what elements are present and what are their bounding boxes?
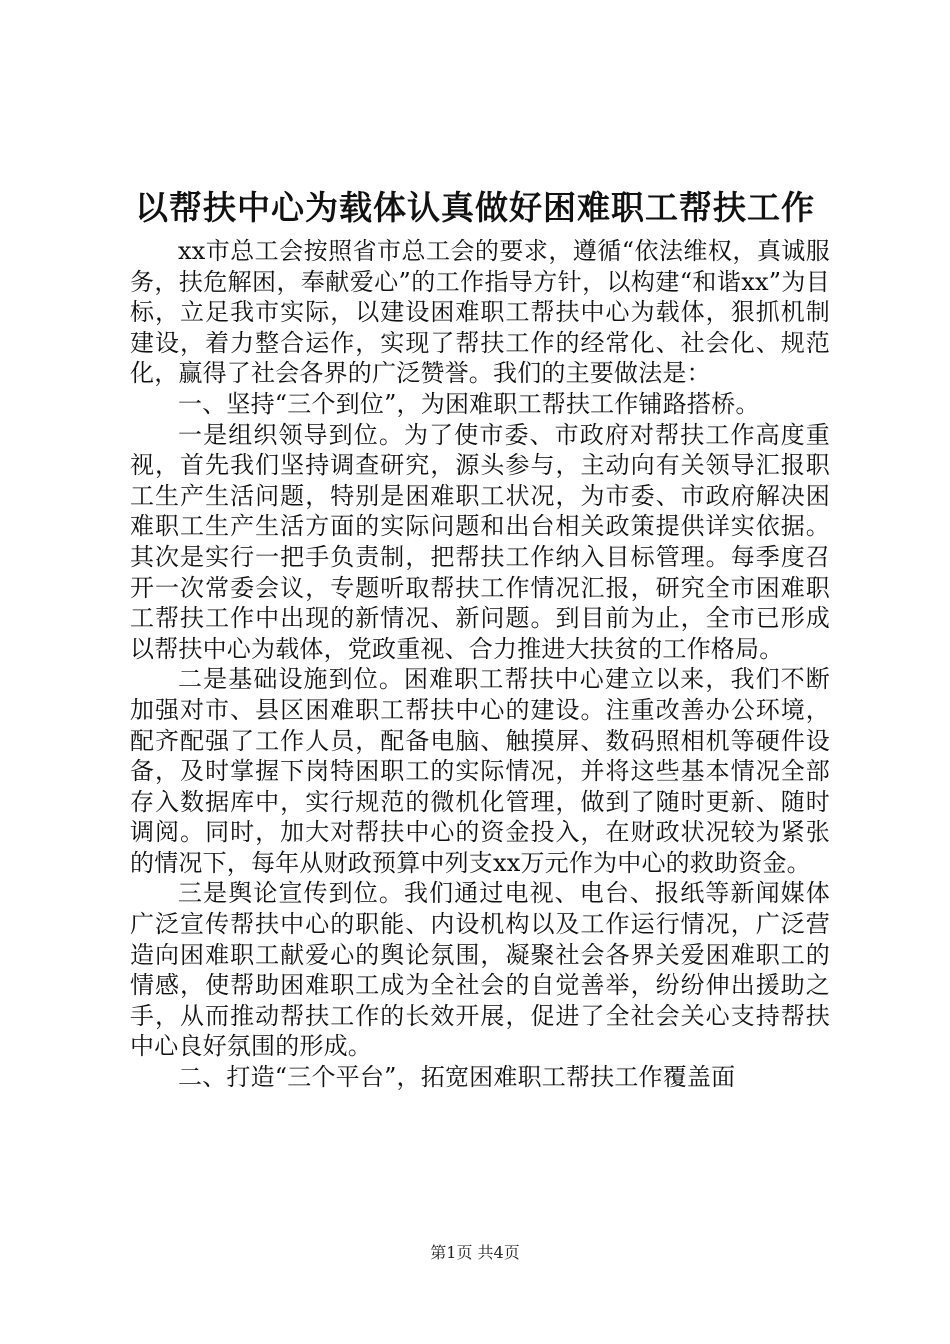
paragraph-publicity: 三是舆论宣传到位。我们通过电视、电台、报纸等新闻媒体广泛宣传帮扶中心的职能、内设机构以及工作运行情况，广泛营造向困难职工献爱心的舆论氛围，凝聚社会各界关爱困难职工的情感，使帮助困难职工成为全社会的自觉善举，纷纷伸出援助之手，从而推动帮扶工作的长效开展，促进了全社会关心支持帮扶中心良好氛围的形成。 bbox=[130, 879, 830, 1061]
intro-paragraph: xx市总工会按照省市总工会的要求，遵循“依法维权，真诚服务，扶危解困，奉献爱心”的工作指导方针，以构建“和谐xx”为目标，立足我市实际，以建设困难职工帮扶中心为载体，狠抓机制建设，着力整合运作，实现了帮扶工作的经常化、社会化、规范化，赢得了社会各界的广泛赞誉。我们的主要做法是： bbox=[130, 237, 830, 388]
section-heading-2: 二、打造“三个平台”，拓宽困难职工帮扶工作覆盖面 bbox=[178, 1063, 736, 1092]
paragraph-infrastructure: 二是基础设施到位。困难职工帮扶中心建立以来，我们不断加强对市、县区困难职工帮扶中心的建设。注重改善办公环境，配齐配强了工作人员，配备电脑、触摸屏、数码照相机等硬件设备，及时掌握下岗特困职工的实际情况，并将这些基本情况全部存入数据库中，实行规范的微机化管理，做到了随时更新、随时调阅。同时，加大对帮扶中心的资金投入，在财政状况较为紧张的情况下，每年从财政预算中列支xx万元作为中心的救助资金。 bbox=[130, 665, 830, 877]
paragraph-organization-leadership: 一是组织领导到位。为了使市委、市政府对帮扶工作高度重视，首先我们坚持调查研究，源头参与，主动向有关领导汇报职工生产生活问题，特别是困难职工状况，为市委、市政府解决困难职工生产生活方面的实际问题和出台相关政策提供详实依据。其次是实行一把手负责制，把帮扶工作纳入目标管理。每季度召开一次常委会议，专题听取帮扶工作情况汇报，研究全市困难职工帮扶工作中出现的新情况、新问题。到目前为止，全市已形成以帮扶中心为载体，党政重视、合力推进大扶贫的工作格局。 bbox=[130, 420, 830, 663]
document-body bbox=[130, 236, 830, 1093]
page-number-footer: 第1页 共4页 bbox=[430, 1243, 520, 1262]
document-title: 以帮扶中心为载体认真做好困难职工帮扶工作 bbox=[135, 188, 815, 227]
section-heading-1: 一、坚持“三个到位”，为困难职工帮扶工作铺路搭桥。 bbox=[178, 389, 760, 418]
